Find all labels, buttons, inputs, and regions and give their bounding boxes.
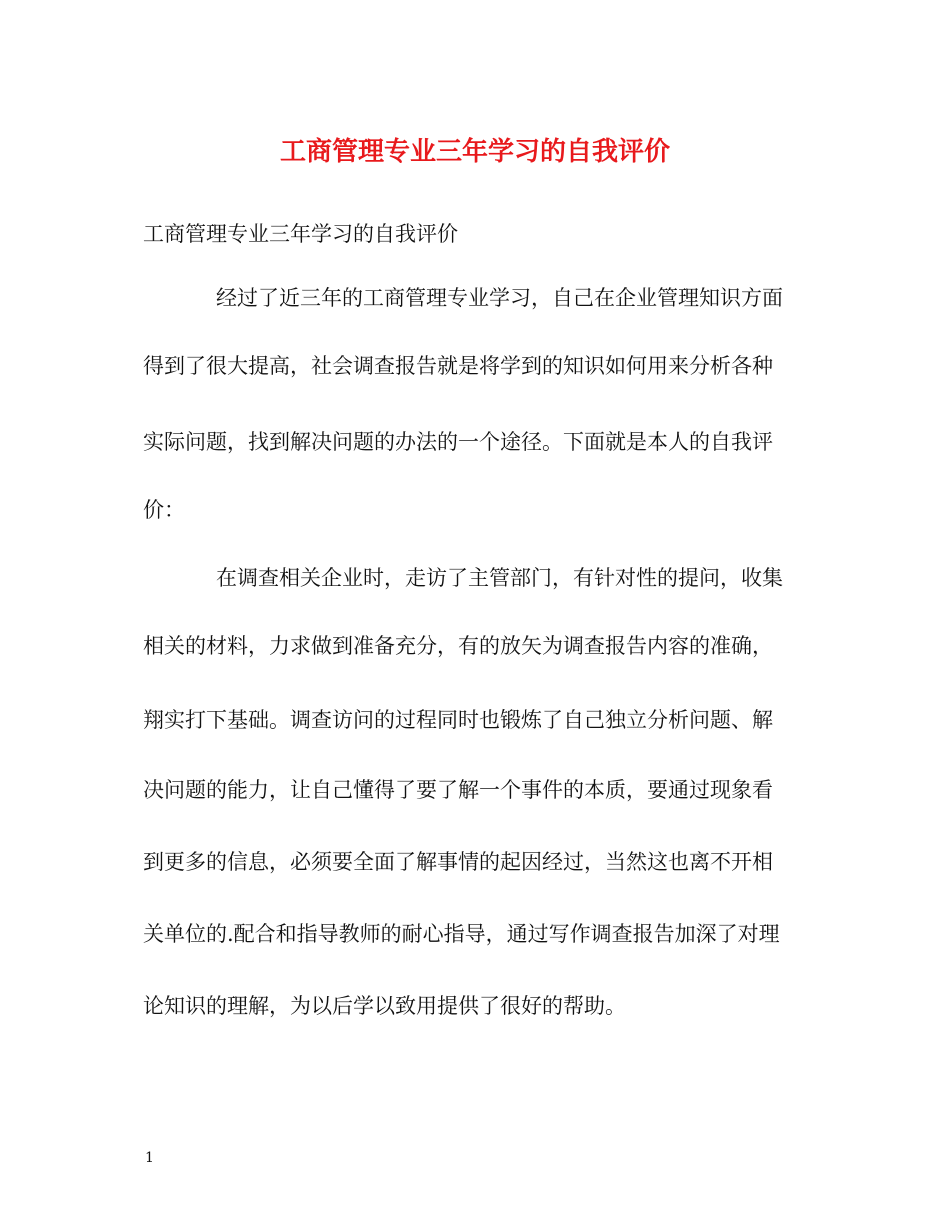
page-number: 1 [145,1150,154,1166]
paragraph-2-line-2: 相关的材料，力求做到准备充分，有的放矢为调查报告内容的准确， [143,634,773,658]
paragraph-2-line-4: 决问题的能力，让自己懂得了要了解一个事件的本质，要通过现象看 [143,778,773,802]
paragraph-1-line-1: 经过了近三年的工商管理专业学习，自己在企业管理知识方面 [216,286,783,310]
paragraph-1-line-2: 得到了很大提高，社会调查报告就是将学到的知识如何用来分析各种 [143,354,773,378]
paragraph-1-line-3: 实际问题，找到解决问题的办法的一个途径。下面就是本人的自我评 [143,430,773,454]
paragraph-1-line-4: 价： [143,498,185,522]
paragraph-2-line-1: 在调查相关企业时，走访了主管部门，有针对性的提问，收集 [216,566,783,590]
paragraph-2-line-7: 论知识的理解，为以后学以致用提供了很好的帮助。 [143,994,626,1018]
document-subtitle: 工商管理专业三年学习的自我评价 [143,222,458,246]
paragraph-2-line-3: 翔实打下基础。调查访问的过程同时也锻炼了自己独立分析问题、解 [143,708,773,732]
paragraph-2-line-5: 到更多的信息，必须要全面了解事情的起因经过，当然这也离不开相 [143,850,773,874]
paragraph-2-line-6: 关单位的.配合和指导教师的耐心指导，通过写作调查报告加深了对理 [143,922,780,946]
document-title: 工商管理专业三年学习的自我评价 [279,137,670,167]
